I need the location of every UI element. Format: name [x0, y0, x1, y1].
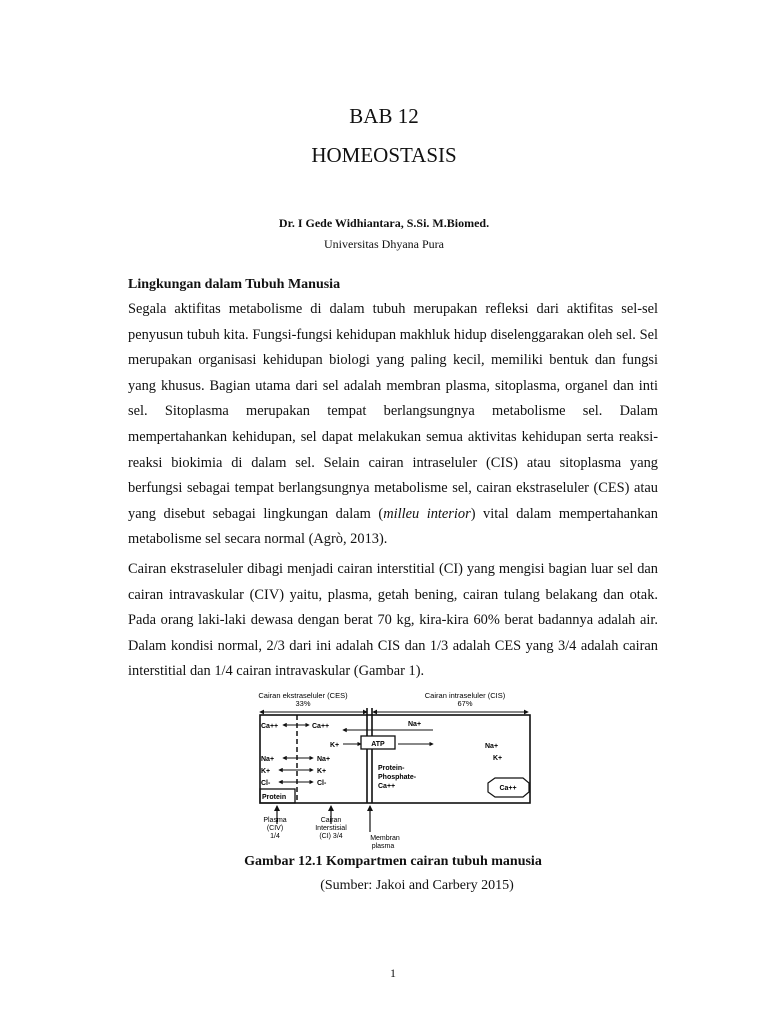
fluid-compartment-diagram: [233, 690, 553, 850]
plasma-label-2: (CIV): [266, 825, 284, 832]
interstitial-ion-cl: Cl-: [317, 780, 327, 787]
atp-label: ATP: [371, 741, 385, 748]
paragraph-1: [128, 297, 658, 553]
plasma-ion-ca: Ca++: [261, 723, 279, 730]
paragraph-2: Cairan ekstraseluler dibagi menjadi cairan interstitial (CI) yang mengisi bagian luar sel dan cairan intravaskular (CIV) yaitu, plasma, getah bening, cairan tulang belakang dan otak. Pada orang laki-laki dewasa dengan berat 70 kg, kira-kira 60% berat badannya adalah air. Dalam kondisi normal, 2/3 dari ini adalah CIS dan 1/3 adalah CES yang 3/4 adalah cairan interstitial dan 1/4 cairan intravaskular (Gambar 1).: [128, 561, 658, 680]
paragraph-1-text-b: ) vital dalam mempertahankan metabolisme sel secara normal (Agrò, 2013).: [128, 505, 658, 548]
cis-label: Cairan intraseluler (CIS): [424, 691, 506, 700]
protein-phosphate-label-1: Protein-: [378, 765, 405, 772]
cis-ion-na: Na+: [485, 743, 499, 750]
interstitial-ion-k: K+: [317, 768, 327, 775]
interstitial-label-2: Interstisial: [315, 825, 347, 832]
plasma-label-1: Plasma: [263, 817, 287, 824]
plasma-ion-cl: Cl-: [261, 780, 271, 787]
protein-label: Protein: [262, 794, 287, 801]
membrane-label-1: Membran: [370, 835, 400, 842]
ca-vesicle-label: Ca++: [499, 785, 517, 792]
figure-source: (Sumber: Jakoi and Carbery 2015): [320, 878, 514, 893]
protein-phosphate-label-2: Phosphate-: [378, 774, 417, 781]
protein-phosphate-label-3: Ca++: [378, 783, 396, 790]
paragraph-1-italic-term: milleu interior: [383, 505, 471, 522]
interstitial-ion-ca: Ca++: [312, 723, 330, 730]
author-affiliation: Universitas Dhyana Pura: [324, 237, 444, 251]
plasma-ion-k: K+: [261, 768, 271, 775]
fluid-compartment-figure: [233, 690, 553, 850]
pump-na-label: Na+: [408, 721, 422, 728]
membrane-label-2: plasma: [371, 843, 395, 850]
page-number: 1: [390, 966, 396, 980]
author-name: Dr. I Gede Widhiantara, S.Si. M.Biomed.: [278, 216, 490, 230]
chapter-number: BAB 12: [349, 104, 419, 128]
interstitial-ion-na: Na+: [317, 756, 331, 763]
plasma-label-3: 1/4: [270, 833, 280, 840]
interstitial-label-3: (CI) 3/4: [319, 833, 343, 840]
cis-percent: 67%: [457, 699, 473, 708]
cis-ion-k: K+: [493, 755, 503, 762]
plasma-ion-na: Na+: [261, 756, 275, 763]
ces-percent: 33%: [295, 699, 311, 708]
chapter-title: HOMEOSTASIS: [311, 143, 457, 167]
interstitial-ion-k-upper: K+: [330, 742, 340, 749]
paragraph-1-text-a: Segala aktifitas metabolisme di dalam tubuh merupakan refleksi dari aktifitas sel-sel penyusun tubuh kita. Fungsi-fungsi kehidupan makhluk hidup diselenggarakan oleh sel. Sel merupakan organisasi kehidupan biologi yang paling kecil, memiliki bentuk dan fungsi yang khusus. Bagian utama dari sel adalah membran plasma, sitoplasma, organel dan inti sel. Sitoplasma merupakan tempat berlangsungnya metabolisme sel. Dalam mempertahankan kehidupan, sel dapat melakukan semua aktivitas kehidupan serta reaksi-reaksi biokimia di dalam sel. Selain cairan intraseluler (CIS) atau sitoplasma yang berfungsi sebagai tempat berlangsungnya metabolisme sel, cairan ekstraseluler (CES) atau yang disebut sebagai lingkungan dalam (: [128, 301, 658, 522]
ces-label: Cairan ekstraseluler (CES): [258, 691, 348, 700]
figure-caption: Gambar 12.1 Kompartmen cairan tubuh manusia: [244, 854, 542, 869]
interstitial-label-1: Cairan: [320, 817, 342, 824]
section-heading: Lingkungan dalam Tubuh Manusia: [128, 277, 341, 292]
